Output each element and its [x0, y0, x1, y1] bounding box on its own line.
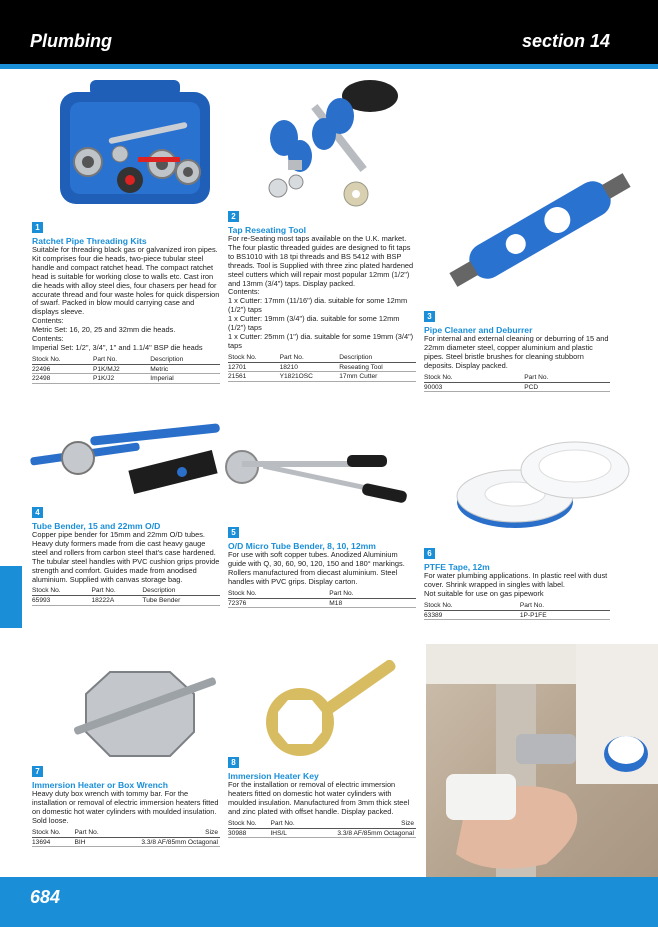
stock-no: 65993	[32, 596, 91, 606]
product-5	[228, 522, 416, 608]
product-description: Suitable for threading black gas or galvanized iron pipes. Kit comprises four die heads, two-piece tubular steel handle and compact ratchet head. The compact ratchet head is suitable for working close to walls etc. Cast iron die heads with alloy steel dies, four chasers per head for accurate thread and four waste holes for quick dispersion of swarf. Packed in blow mould carrying case and displays sleeve.	[32, 245, 220, 317]
column-header: Size	[111, 829, 220, 838]
product-title: Tap Reseating Tool	[228, 225, 306, 235]
table-row	[32, 837, 220, 847]
product-8	[228, 752, 416, 838]
part-no: Y1821OSC	[280, 372, 340, 382]
part-no: 18222A	[91, 596, 142, 606]
product-4	[32, 502, 220, 606]
product-number: 5	[228, 527, 239, 538]
ptfe-tape-image	[445, 430, 645, 540]
header-accent-strip	[0, 64, 658, 69]
stock-table	[424, 602, 610, 621]
product-description: For re-Seating most taps available on the U.K. market. The four plastic threaded guides are designed to fit taps to BS1010 with 18 tpi threads and BS 5412 with BSP threads. Tool is Supplied with three zinc plated hardened steel cutters which will repair most popular 12mm (1/2") and 13mm (3/4") taps. Display packed.	[228, 234, 414, 288]
stock-no: 63389	[424, 610, 520, 620]
hand-applying-ptfe-tape-image	[426, 644, 658, 877]
column-header: Part No.	[329, 590, 416, 599]
page-header	[0, 0, 658, 64]
stock-table	[228, 820, 416, 839]
column-header: Part No.	[74, 829, 110, 838]
part-no: PCD	[524, 382, 610, 392]
product-1	[32, 217, 220, 384]
contents-item: 1 x Cutter: 17mm (11/16") dia. suitable for some 12mm (1/2") taps	[228, 296, 408, 315]
immersion-key-image	[250, 660, 410, 760]
product-3	[424, 306, 610, 392]
part-no: 18210	[280, 362, 340, 372]
column-header: Description	[150, 356, 220, 365]
table-row	[228, 598, 416, 608]
table-row	[424, 382, 610, 392]
stock-no: 12701	[228, 362, 280, 372]
stock-no: 90003	[424, 382, 524, 392]
product-number: 7	[32, 766, 43, 777]
row-description: Imperial	[150, 374, 220, 384]
part-no: 1P-P1FE	[520, 610, 610, 620]
contents-heading: Contents:	[228, 287, 260, 297]
stock-table	[228, 590, 416, 609]
part-no: P1K/MJ2	[93, 364, 150, 374]
column-header: Stock No.	[424, 374, 524, 383]
stock-table	[32, 587, 220, 606]
column-header: Description	[339, 354, 416, 363]
contents-item: 1 x Cutter: 19mm (3/4") dia. suitable for some 12mm (1/2") taps	[228, 314, 400, 333]
product-title: PTFE Tape, 12m	[424, 562, 490, 572]
section-label: section 14	[521, 31, 610, 51]
column-header: Part No.	[280, 354, 340, 363]
column-header: Stock No.	[228, 354, 280, 363]
column-header: Stock No.	[228, 820, 270, 829]
row-description: Tube Bender	[142, 596, 220, 606]
stock-no: 22496	[32, 364, 93, 374]
product-title: Tube Bender, 15 and 22mm O/D	[32, 521, 161, 531]
contents-heading: Contents:	[32, 316, 64, 326]
column-header: Stock No.	[32, 829, 74, 838]
stock-no: 22498	[32, 374, 93, 384]
stock-table	[32, 829, 220, 848]
contents-heading: Contents:	[32, 334, 64, 344]
product-title: Ratchet Pipe Threading Kits	[32, 236, 147, 246]
product-6	[424, 543, 610, 620]
column-header: Stock No.	[424, 602, 520, 611]
size: 3.3/8 AF/85mm Octagonal	[307, 828, 416, 838]
part-no: IHS/L	[270, 828, 306, 838]
table-row	[228, 362, 416, 372]
stock-table	[32, 356, 220, 384]
stock-table	[228, 354, 416, 382]
page-number: 684	[30, 887, 61, 907]
product-description: For use with soft copper tubes. Anodized Aluminium guide with Q, 30, 60, 90, 120, 150 and 180° markings. Rollers manufactured from diecast aluminium. Steel handles with PVC grips. Display carton.	[228, 550, 405, 586]
product-description: For internal and external cleaning or deburring of 15 and 22mm diameter steel, copper aluminium and plastic pipes. Steel bristle brushes for cleaning stubborn deposits. Display packed.	[424, 334, 609, 370]
stock-no: 21561	[228, 372, 280, 382]
contents-item: 1 x Cutter: 25mm (1") dia. suitable for some 19mm (3/4") taps	[228, 331, 414, 350]
table-row	[32, 364, 220, 374]
product-2	[228, 206, 416, 382]
stock-no: 30988	[228, 828, 270, 838]
column-header: Stock No.	[228, 590, 329, 599]
column-header: Stock No.	[32, 587, 91, 596]
product-description: Heavy duty box wrench with tommy bar. For the installation or removal of electric immersion heaters fitted on domestic hot water cylinders with moulded insulation. Sold loose.	[32, 789, 219, 825]
product-number: 1	[32, 222, 43, 233]
row-description: Metric	[150, 364, 220, 374]
pipe-cleaner-image	[440, 160, 640, 300]
product-number: 6	[424, 548, 435, 559]
section-side-tab	[0, 566, 22, 628]
column-header: Description	[142, 587, 220, 596]
product-7	[32, 761, 220, 847]
stock-table	[424, 374, 610, 393]
size: 3.3/8 AF/85mm Octagonal	[111, 837, 220, 847]
product-description: For the installation or removal of electric immersion heaters fitted on domestic hot water cylinders with moulded insulation. Manufactured from 3mm thick steel and zinc plated with offset handle. Display packed.	[228, 780, 410, 816]
product-title: Pipe Cleaner and Deburrer	[424, 325, 533, 335]
product-number: 2	[228, 211, 239, 222]
column-header: Size	[307, 820, 416, 829]
product-description: Copper pipe bender for 15mm and 22mm O/D tubes. Heavy duty formers made from die cast heavy gauge steel and rollers from carbon steel that's case hardened. The tubular steel handles with PVC cushion grips provide strength and comfort. Guides made from anodised aluminium. Supplied with canvas storage bag.	[32, 530, 220, 584]
product-title: O/D Micro Tube Bender, 8, 10, 12mm	[228, 541, 376, 551]
column-header: Part No.	[93, 356, 150, 365]
column-header: Stock No.	[32, 356, 93, 365]
part-no: P1K/J2	[93, 374, 150, 384]
category-title: Plumbing	[30, 31, 112, 51]
box-wrench-image	[70, 652, 220, 762]
stock-no: 13694	[32, 837, 74, 847]
row-description: 17mm Cutter	[339, 372, 416, 382]
table-row	[228, 372, 416, 382]
column-header: Part No.	[270, 820, 306, 829]
page-footer	[0, 877, 658, 927]
product-title: Immersion Heater Key	[228, 771, 319, 781]
row-description: Reseating Tool	[339, 362, 416, 372]
product-number: 3	[424, 311, 435, 322]
contents-text: Imperial Set: 1/2", 3/4", 1" and 1.1/4" BSP die heads	[32, 342, 203, 352]
column-header: Part No.	[520, 602, 610, 611]
micro-tube-bender-image	[222, 445, 412, 505]
product-description: For water plumbing applications. In plastic reel with dust cover. Shrink wrapped in singles with label.	[424, 571, 608, 589]
column-header: Part No.	[524, 374, 610, 383]
table-row	[32, 596, 220, 606]
threading-kit-image	[50, 72, 220, 214]
table-row	[424, 610, 610, 620]
stock-no: 72376	[228, 598, 329, 608]
part-no: BIH	[74, 837, 110, 847]
installation-photo	[426, 644, 658, 877]
column-header: Part No.	[91, 587, 142, 596]
product-title: Immersion Heater or Box Wrench	[32, 780, 168, 790]
tube-bender-image	[30, 420, 220, 498]
part-no: M18	[329, 598, 416, 608]
tap-reseating-tool-image	[240, 72, 410, 212]
contents-text: Metric Set: 16, 20, 25 and 32mm die heads.	[32, 325, 176, 335]
table-row	[228, 828, 416, 838]
product-number: 4	[32, 507, 43, 518]
table-row	[32, 374, 220, 384]
product-note: Not suitable for use on gas pipework	[424, 588, 544, 598]
product-number: 8	[228, 757, 239, 768]
